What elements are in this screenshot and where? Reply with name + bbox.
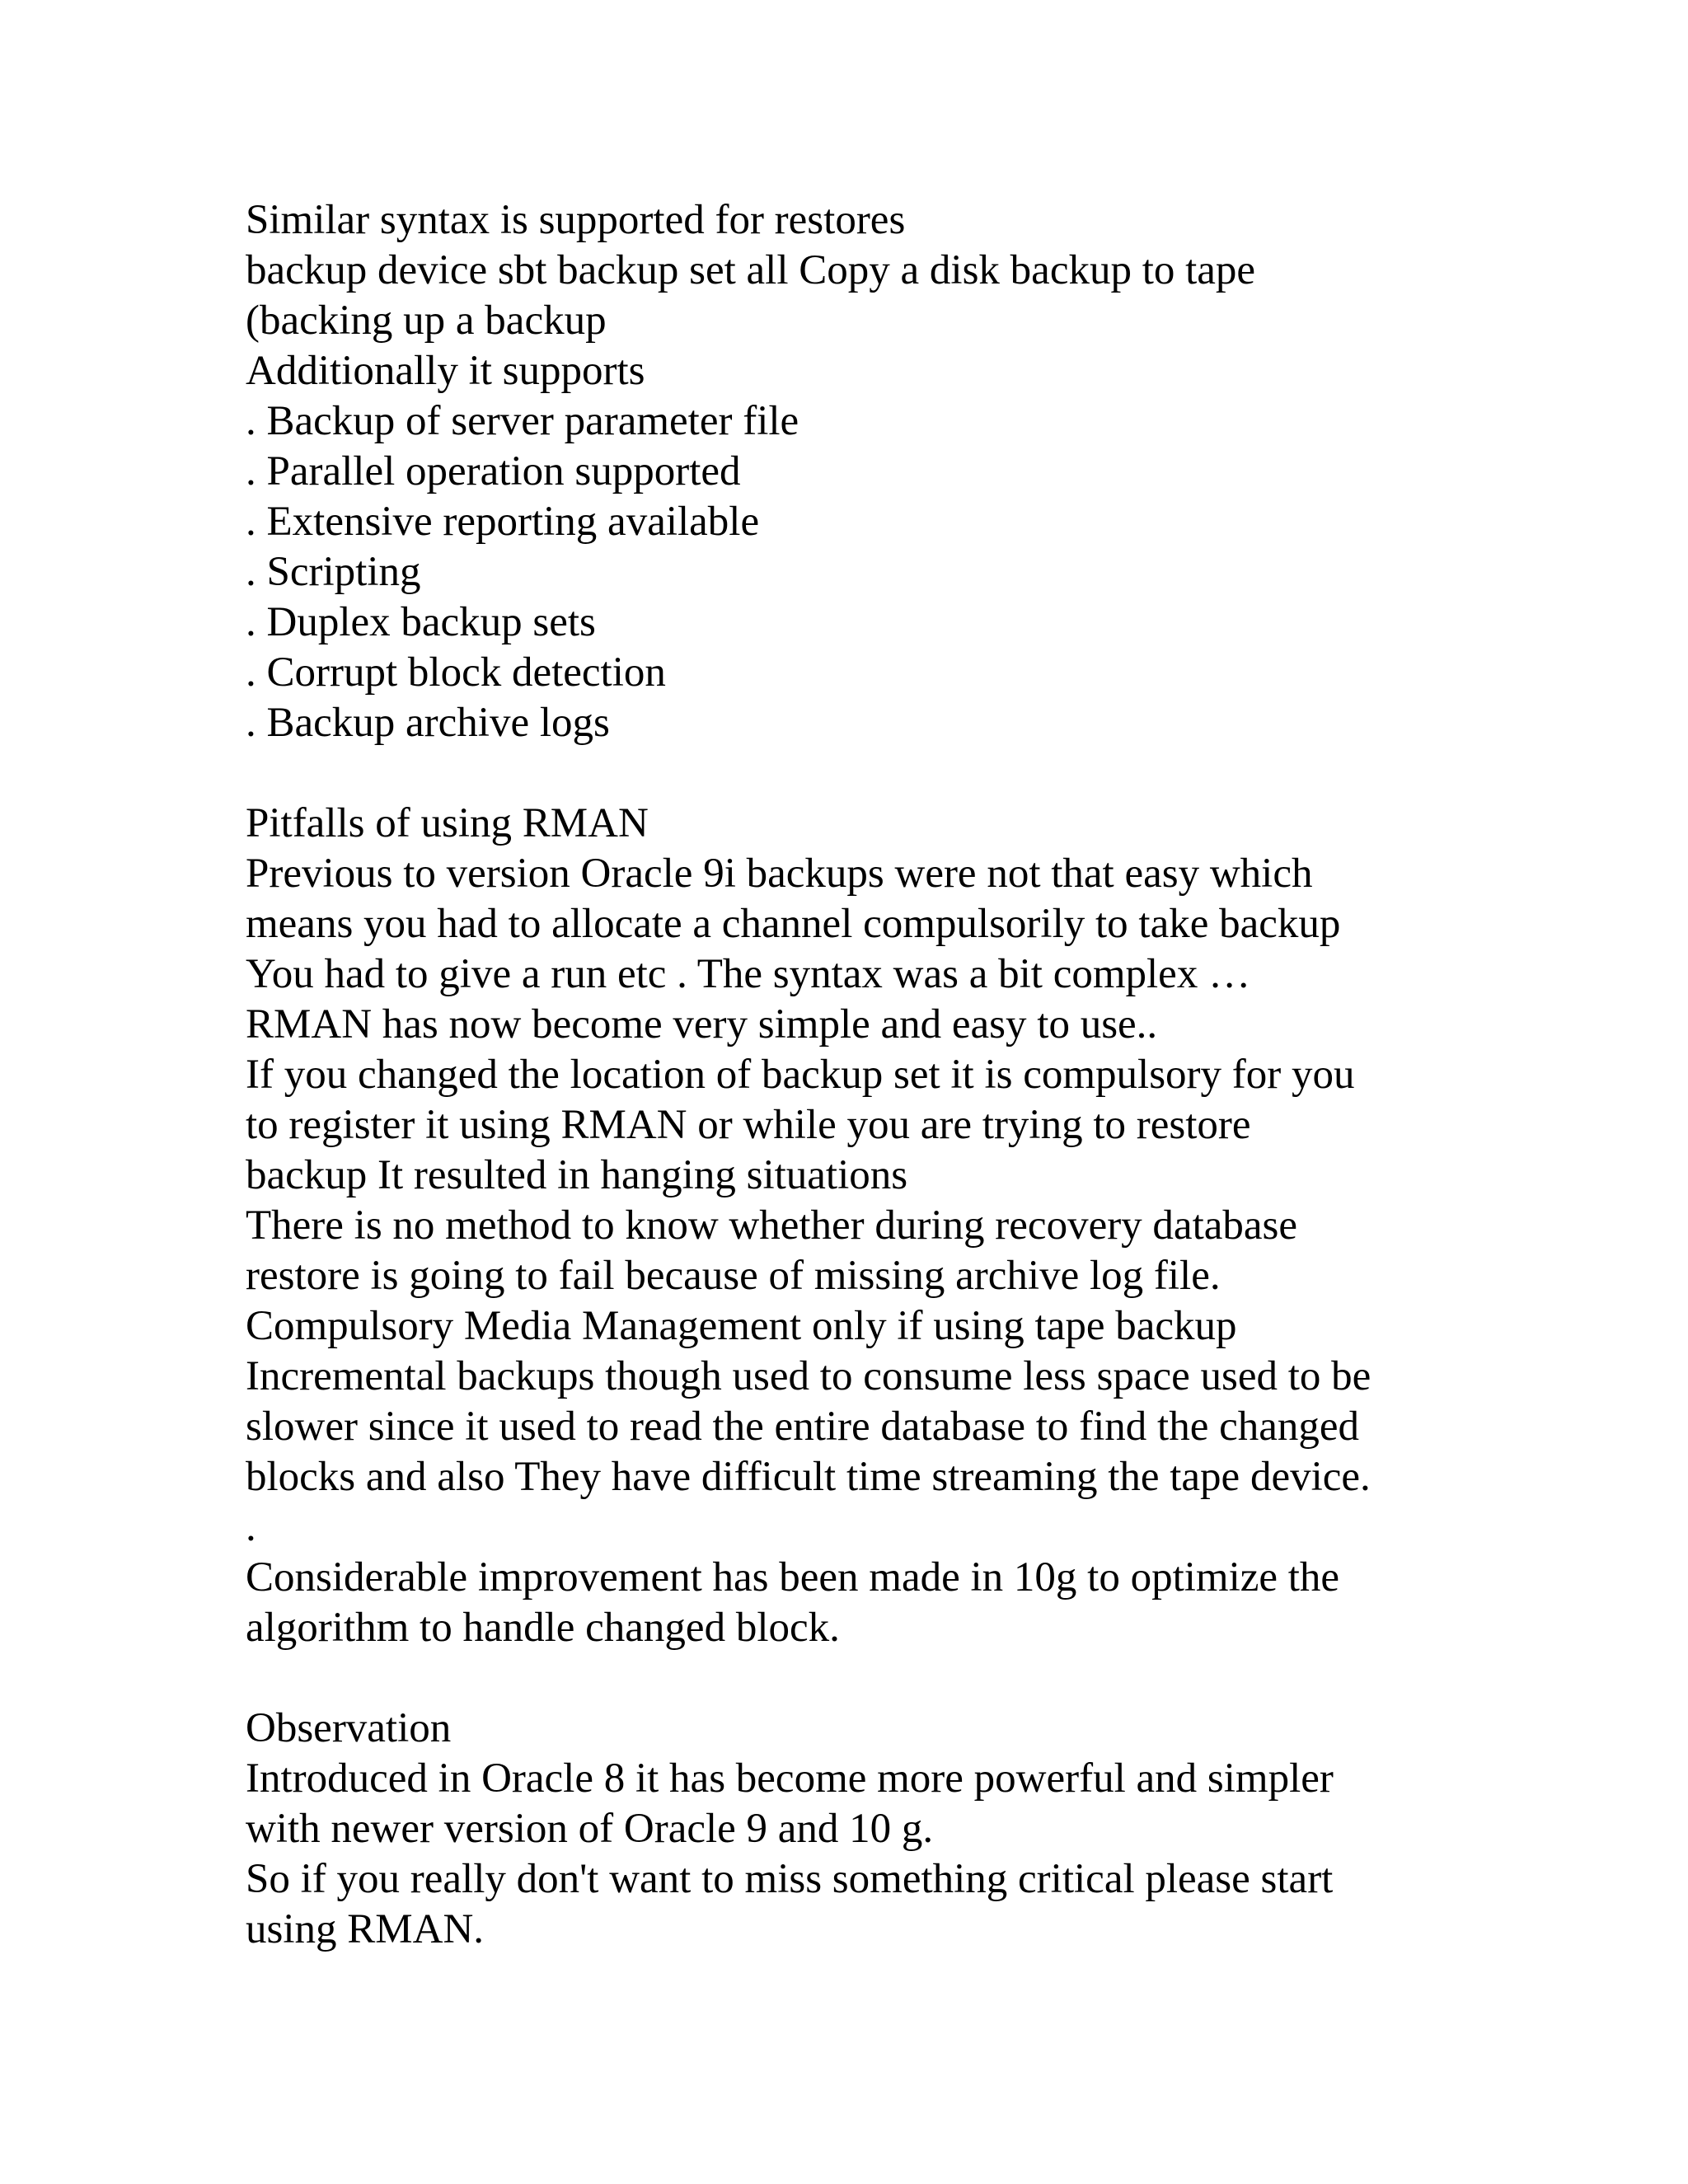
feature-list-item: . Duplex backup sets [246, 599, 596, 645]
pitfalls-line: blocks and also They have difficult time streaming the tape device. [246, 1454, 1371, 1500]
pitfalls-line: Incremental backups though used to consume less space used to be [246, 1353, 1372, 1399]
intro-line: backup device sbt backup set all Copy a disk backup to tape [246, 247, 1256, 293]
intro-line: Additionally it supports [246, 348, 645, 394]
intro-line: (backing up a backup [246, 298, 607, 344]
intro-line: Similar syntax is supported for restores [246, 197, 906, 243]
observation-line: So if you really don't want to miss something critical please start [246, 1856, 1334, 1902]
pitfalls-line: means you had to allocate a channel compulsorily to take backup [246, 901, 1341, 947]
observation-heading: Observation [246, 1705, 452, 1751]
pitfalls-line: Considerable improvement has been made in 10g to optimize the [246, 1554, 1340, 1601]
pitfalls-line: algorithm to handle changed block. [246, 1605, 840, 1651]
pitfalls-line: Previous to version Oracle 9i backups were not that easy which [246, 851, 1313, 897]
feature-list-item: . Scripting [246, 549, 421, 595]
observation-line: with newer version of Oracle 9 and 10 g. [246, 1806, 934, 1852]
feature-list-item: . Parallel operation supported [246, 448, 741, 494]
paragraph-gap [246, 748, 1531, 799]
pitfalls-line: If you changed the location of backup set it is compulsory for you [246, 1052, 1355, 1098]
pitfalls-line: There is no method to know whether during recovery database [246, 1202, 1297, 1249]
pitfalls-line: slower since it used to read the entire database to find the changed [246, 1404, 1360, 1450]
pitfalls-line: You had to give a run etc . The syntax was a bit complex … [246, 951, 1251, 997]
pitfalls-line: to register it using RMAN or while you are trying to restore [246, 1102, 1251, 1148]
pitfalls-line: RMAN has now become very simple and easy to use.. [246, 1001, 1158, 1047]
feature-list-item: . Corrupt block detection [246, 649, 666, 696]
feature-list-item: . Extensive reporting available [246, 499, 760, 545]
pitfalls-heading: Pitfalls of using RMAN [246, 800, 649, 846]
pitfalls-line: Compulsory Media Management only if using tape backup [246, 1303, 1237, 1349]
pitfalls-line: . [246, 1504, 256, 1550]
pitfalls-line: restore is going to fail because of missing archive log file. [246, 1253, 1221, 1299]
feature-list-item: . Backup archive logs [246, 700, 610, 746]
feature-list-item: . Backup of server parameter file [246, 398, 799, 444]
observation-line: Introduced in Oracle 8 it has become more powerful and simpler [246, 1755, 1334, 1802]
observation-line: using RMAN. [246, 1906, 485, 1952]
document-body [246, 195, 1531, 1955]
paragraph-gap [246, 1653, 1531, 1704]
pitfalls-line: backup It resulted in hanging situations [246, 1152, 908, 1198]
